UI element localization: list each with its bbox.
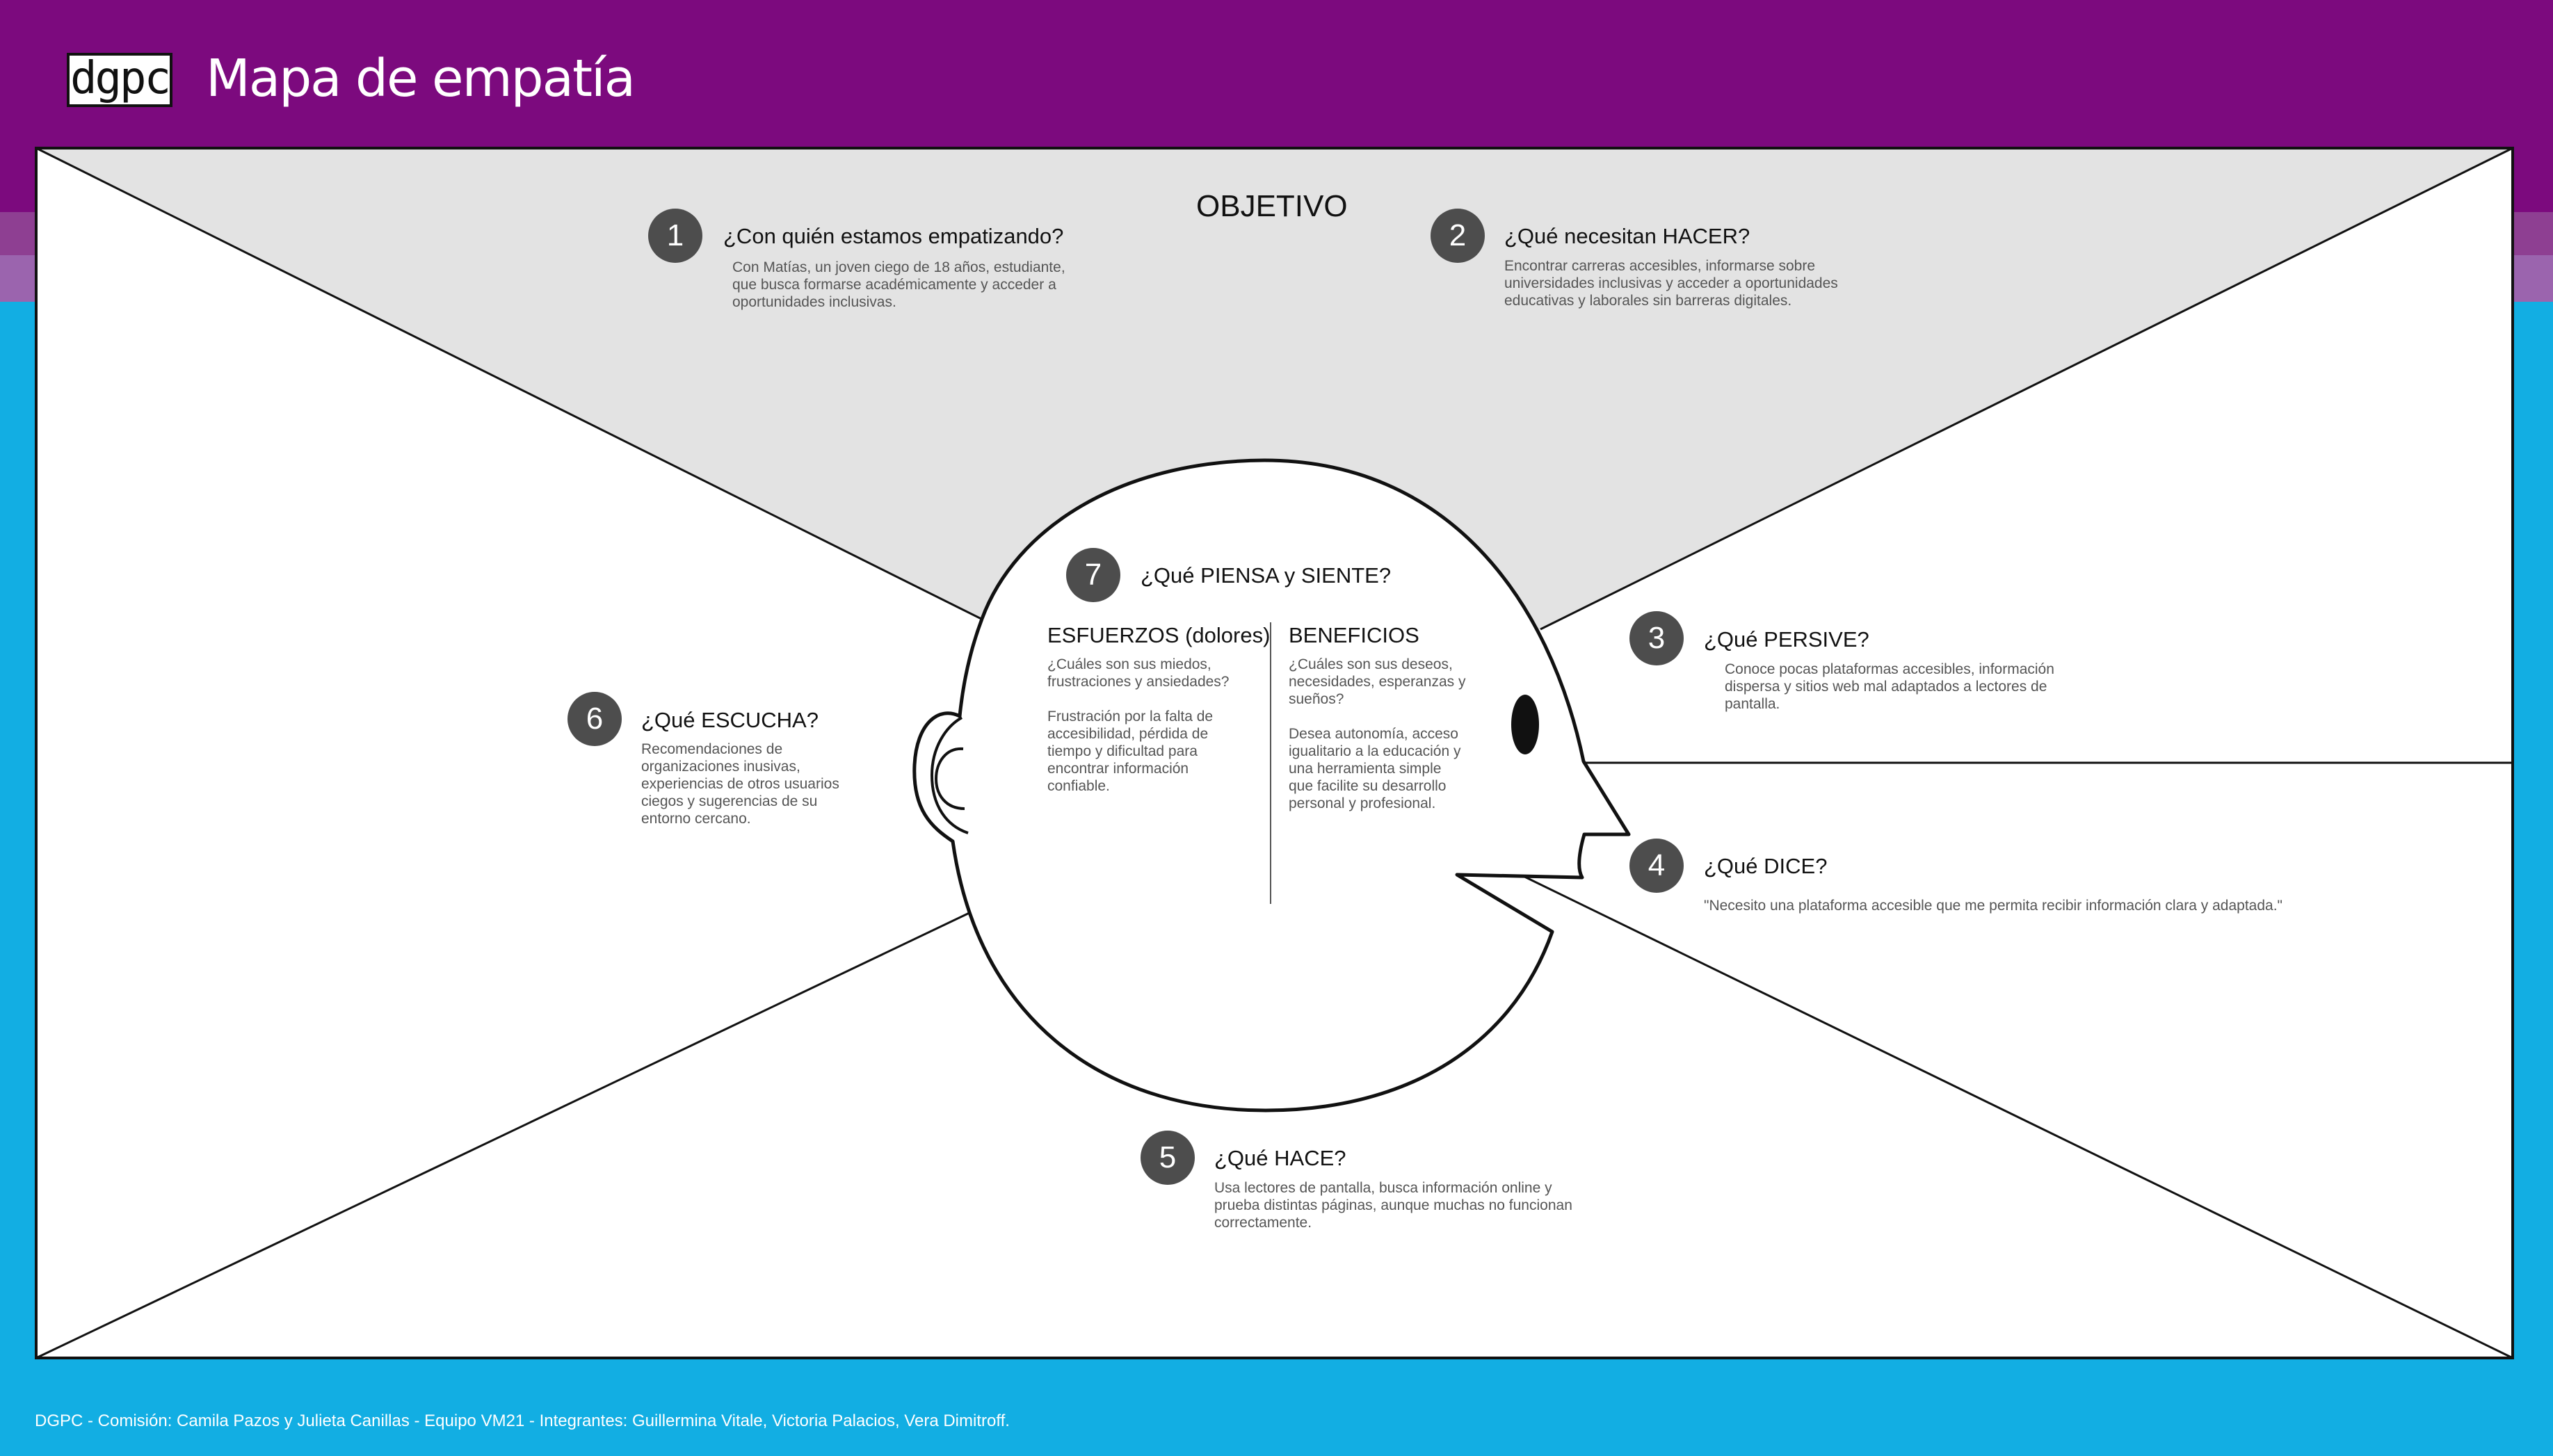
objective-label: OBJETIVO <box>1196 189 1348 223</box>
section-text-says: "Necesito una plataforma accesible que me permita recibir información clara y adaptada." <box>1704 898 2282 914</box>
section-title-says: ¿Qué DICE? <box>1704 854 1828 878</box>
section-text-does: Usa lectores de pantalla, busca información online y prueba distintas páginas, aunque muchas no funcionan correctamente. <box>1214 1180 1572 1231</box>
page-title: Mapa de empatía <box>206 49 634 108</box>
efforts-title: ESFUERZOS (dolores) <box>1047 623 1271 647</box>
benefits-title: BENEFICIOS <box>1289 623 1419 647</box>
step-badge-5: 5 <box>1141 1131 1195 1185</box>
section-text-need-to-do: Encontrar carreras accesibles, informarse sobre universidades inclusivas y acceder a oportunidades educativas y laborales sin barreras digitales. <box>1504 258 1838 309</box>
efforts-text: Frustración por la falta de accesibilidad, pérdida de tiempo y dificultad para encontrar información confiable. <box>1047 709 1214 794</box>
section-text-who: Con Matías, un joven ciego de 18 años, estudiante, que busca formarse académicamente y acceder a oportunidades inclusivas. <box>732 259 1065 310</box>
step-badge-4: 4 <box>1629 839 1684 893</box>
section-title-need-to-do: ¿Qué necesitan HACER? <box>1504 224 1750 248</box>
eye <box>1511 695 1539 754</box>
step-badge-3: 3 <box>1629 611 1684 665</box>
section-title-who: ¿Con quién estamos empatizando? <box>723 224 1064 248</box>
section-title-hears: ¿Qué ESCUCHA? <box>641 708 819 732</box>
section-text-perceives: Conoce pocas plataformas accesibles, información dispersa y sitios web mal adaptados a lectores de pantalla. <box>1725 661 2054 712</box>
step-badge-2: 2 <box>1431 209 1485 263</box>
section-title-perceives: ¿Qué PERSIVE? <box>1704 627 1869 652</box>
step-badge-1: 1 <box>648 209 702 263</box>
section-text-hears: Recomendaciones de organizaciones inusivas, experiencias de otros usuarios ciegos y sugerencias de su entorno cercano. <box>641 741 839 827</box>
section-title-thinks-feels: ¿Qué PIENSA y SIENTE? <box>1141 563 1392 588</box>
step-badge-7: 7 <box>1066 548 1120 602</box>
dgpc-logo: dgpc <box>67 53 172 107</box>
footer-credits: DGPC - Comisión: Camila Pazos y Julieta Canillas - Equipo VM21 - Integrantes: Guillermina Vitale, Victoria Palacios, Vera Dimitroff. <box>35 1411 1010 1430</box>
step-badge-6: 6 <box>567 692 622 746</box>
efforts-question: ¿Cuáles son sus miedos, frustraciones y ansiedades? <box>1047 656 1230 690</box>
benefits-text: Desea autonomía, acceso igualitario a la educación y una herramienta simple que facilite su desarrollo personal y profesional. <box>1289 726 1461 811</box>
benefits-question: ¿Cuáles son sus deseos, necesidades, esperanzas y sueños? <box>1289 656 1466 707</box>
section-title-does: ¿Qué HACE? <box>1214 1146 1346 1170</box>
